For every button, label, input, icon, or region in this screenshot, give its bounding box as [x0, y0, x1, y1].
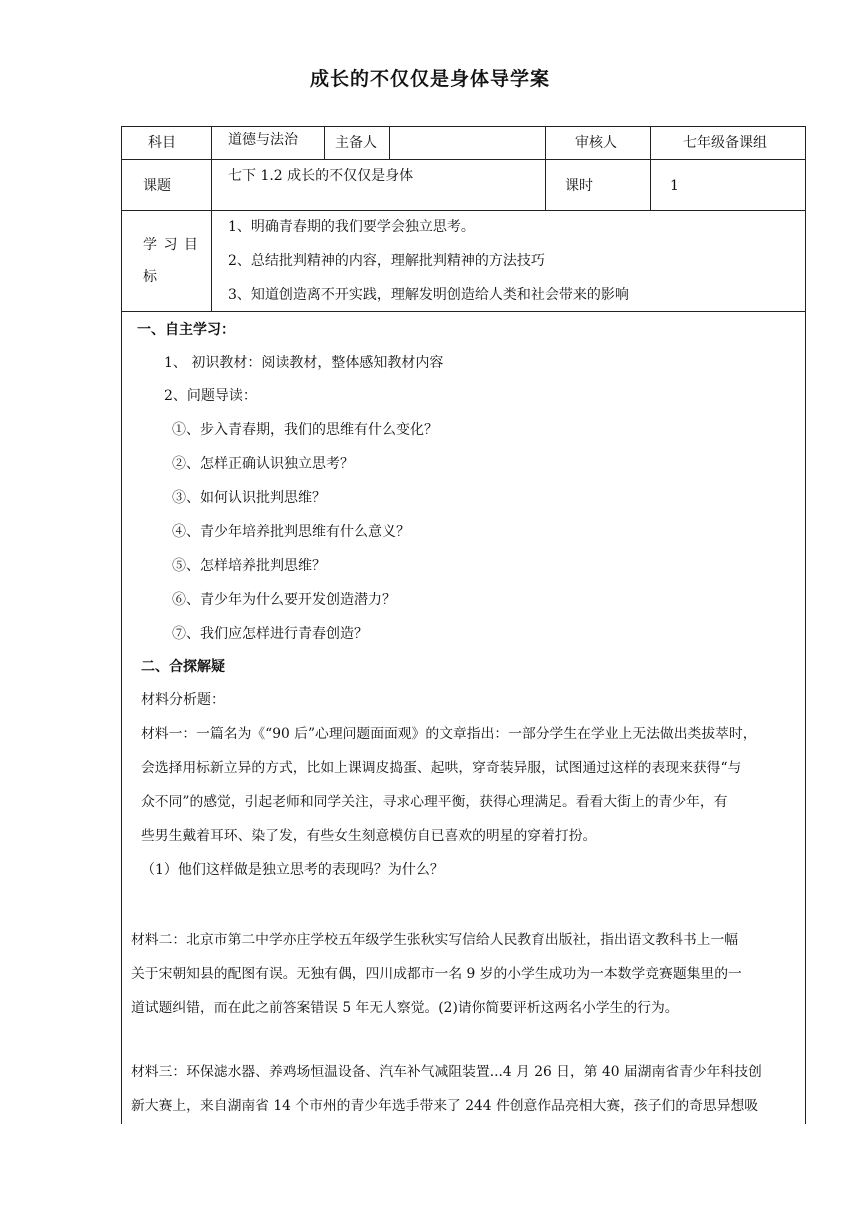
section2-heading: 二、合探解疑: [141, 659, 225, 675]
goal-item: 3、知道创造离不开实践，理解发明创造给人类和社会带来的影响: [228, 287, 629, 303]
material2-line: 关于宋朝知县的配图有误。无独有偶，四川成都市一名 9 岁的小学生成功为一本数学竞赛题集里的一: [131, 966, 742, 982]
material1-line: 些男生戴着耳环、染了发，有些女生刻意模仿自已喜欢的明星的穿着打扮。: [141, 828, 597, 844]
material1-line: 材料一：一篇名为《“90 后”心理问题面面观》的文章指出：一部分学生在学业上无法做出类拔萃时，: [141, 726, 757, 742]
subject-value: 道德与法治: [228, 132, 298, 148]
topic-label: 课题: [143, 178, 171, 194]
section1-item1: 1、 初识教材：阅读教材，整体感知教材内容: [164, 355, 444, 371]
question-item: ⑥、青少年为什么要开发创造潜力？: [172, 592, 396, 608]
period-value: 1: [670, 178, 679, 194]
period-label: 课时: [565, 178, 593, 194]
material3-line: 材料三：环保滤水器、养鸡场恒温设备、汽车补气减阻装置...4 月 26 日，第 40 届湖南省青少年科技创: [131, 1064, 762, 1080]
question-item: ⑤、怎样培养批判思维？: [172, 558, 326, 574]
material2-line: 材料二：北京市第二中学亦庄学校五年级学生张秋实写信给人民教育出版社，指出语文教科书上一幅: [131, 932, 739, 948]
topic-value: 七下 1.2 成长的不仅仅是身体: [228, 168, 414, 184]
section1-item2: 2、问题导读：: [164, 388, 257, 404]
reviewer-value: 七年级备课组: [683, 135, 767, 151]
section1-heading: 一、自主学习：: [137, 322, 235, 338]
section2-intro: 材料分析题：: [141, 692, 225, 708]
question-item: ②、怎样正确认识独立思考？: [172, 456, 354, 472]
question1: （1）他们这样做是独立思考的表现吗？为什么？: [141, 862, 444, 878]
question-item: ⑦、我们应怎样进行青春创造？: [172, 626, 368, 642]
material2-line: 道试题纠错，而在此之前答案错误 5 年无人察觉。(2)请你简要评析这两名小学生的行为。: [131, 1000, 679, 1016]
page-title: 成长的不仅仅是身体导学案: [309, 68, 550, 90]
material1-line: 会选择用标新立异的方式，比如上课调皮捣蛋、起哄，穿奇装异服，试图通过这样的表现来获得“与: [141, 760, 742, 776]
question-item: ③、如何认识批判思维？: [172, 490, 326, 506]
goals-label-line2: 标: [143, 269, 157, 285]
question-item: ①、步入青春期，我们的思维有什么变化？: [172, 422, 438, 438]
goal-item: 2、总结批判精神的内容，理解批判精神的方法技巧: [228, 253, 545, 269]
question-item: ④、青少年培养批判思维有什么意义？: [172, 524, 410, 540]
material3-line: 新大赛上，来自湖南省 14 个市州的青少年选手带来了 244 件创意作品亮相大赛，孩子们的奇思异想吸: [131, 1098, 759, 1114]
material1-line: 众不同”的感觉，引起老师和同学关注，寻求心理平衡，获得心理满足。看看大街上的青少年，有: [141, 794, 728, 810]
reviewer-label: 审核人: [575, 135, 617, 151]
goals-label-line1: 学 习 目: [143, 237, 199, 253]
subject-label: 科目: [148, 135, 176, 151]
goal-item: 1、明确青春期的我们要学会独立思考。: [228, 219, 475, 235]
preparer-label: 主备人: [335, 135, 377, 151]
